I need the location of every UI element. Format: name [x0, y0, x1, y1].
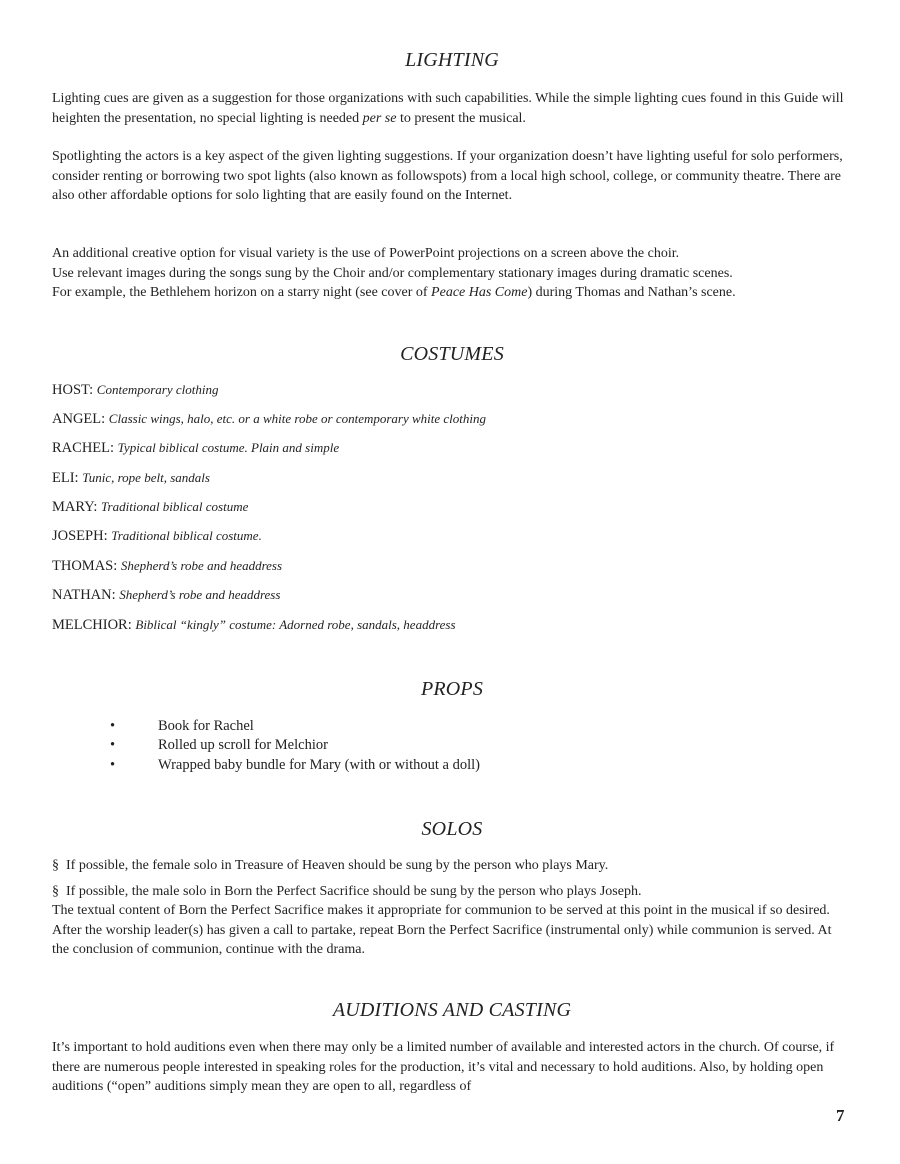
bullet-icon: •	[110, 737, 116, 753]
solos-note: The textual content of Born the Perfect Sacrifice makes it appropriate for communion to be served at this point in the musical if so desired. After the worship leader(s) has given a call to partake, repeat Born the Perfect Sacrifice (instrumental only) while communion is served. At the conclusion of communion, continue with the drama.	[52, 903, 832, 957]
solo-item: § If possible, the female solo in Treasure of Heaven should be sung by the person who plays Mary.	[52, 858, 609, 873]
bullet-icon: •	[110, 757, 116, 773]
section-mark-icon: §	[52, 858, 59, 873]
costume-item: HOST: Contemporary clothing	[52, 382, 219, 398]
costume-item: MELCHIOR: Biblical “kingly” costume: Adorned robe, sandals, headdress	[52, 617, 456, 633]
costume-item: MARY: Traditional biblical costume	[52, 499, 249, 515]
costumes-heading: COSTUMES	[400, 343, 504, 365]
auditions-heading: AUDITIONS AND CASTING	[332, 999, 572, 1021]
bullet-icon: •	[110, 718, 116, 734]
costume-item: ANGEL: Classic wings, halo, etc. or a white robe or contemporary white clothing	[52, 411, 487, 427]
lighting-paragraph-3: An additional creative option for visual variety is the use of PowerPoint projections on a screen above the choir. Use relevant images during the songs sung by the Choir and/or complementary stationary images during dramatic scenes. For example, the Bethlehem horizon on a starry night (see cover of Peace Has Come) during Thomas and Nathan’s scene.	[52, 246, 736, 300]
solos-heading: SOLOS	[421, 818, 483, 840]
costume-item: ELI: Tunic, rope belt, sandals	[52, 470, 210, 486]
page-number: 7	[836, 1106, 845, 1125]
costume-item: JOSEPH: Traditional biblical costume.	[52, 528, 262, 544]
lighting-paragraph-2: Spotlighting the actors is a key aspect of the given lighting suggestions. If your organization doesn’t have lighting useful for solo performers, consider renting or borrowing two spot lights (also known as followspots) from a local high school, college, or community theatre. There are also other affordable options for solo lighting that are easily found on the Internet.	[52, 149, 843, 203]
solo-item: § If possible, the male solo in Born the Perfect Sacrifice should be sung by the person who plays Joseph.	[52, 884, 642, 899]
costume-item: RACHEL: Typical biblical costume. Plain and simple	[52, 440, 340, 456]
lighting-heading: LIGHTING	[405, 49, 499, 71]
costume-item: NATHAN: Shepherd’s robe and headdress	[52, 587, 281, 603]
auditions-paragraph-1: It’s important to hold auditions even when there may only be a limited number of available and interested actors in the church. Of course, if there are numerous people interested in speaking roles for the production, it’s vital and necessary to hold auditions. Also, by holding open auditions (“open” auditions simply mean they are open to all, regardless of	[52, 1040, 835, 1094]
section-mark-icon: §	[52, 884, 59, 899]
costume-item: THOMAS: Shepherd’s robe and headdress	[52, 558, 283, 574]
lighting-paragraph-1: Lighting cues are given as a suggestion for those organizations with such capabilities. While the simple lighting cues found in this Guide will heighten the presentation, no special lighting is needed per se to present the musical.	[52, 91, 844, 126]
props-heading: PROPS	[420, 678, 484, 700]
document-page: LIGHTING Lighting cues are given as a suggestion for those organizations with such capabilities. While the simple lighting cues found in this Guide will heighten the presentation, no special lighting is needed per se to present the musical. Spotlighting the actors is a key aspect of the given lighting suggestions. If your organization doesn’t have lighting useful for solo performers, consider renting or borrowing two spot lights (also known as followspots) from a local high school, college, or community theatre. There are also other affordable options for solo lighting that are easily found on the Internet. An additional creative option for visual variety is the use of PowerPoint projections on a screen above the choir. Use relevant images during the songs sung by the Choir and/or complementary stationary images during dramatic scenes. For example, the Bethlehem horizon on a starry night (see cover of Peace Has Come) during Thomas and Nathan’s scene. COSTUMES HOST: Contemporary clothing ANGEL: Classic wings, halo, etc. or a white robe or contemporary white clothing RACHEL: Typical biblical costume. Plain and simple ELI: Tunic, rope belt, sandals MARY: Traditional biblical costume JOSEPH: Traditional biblical costume. THOMAS: Shepherd’s robe and headdress NATHAN: Shepherd’s robe and headdress MELCHIOR: Biblical “kingly” costume: Adorned robe, sandals, headdress PROPS • Book for Rachel • Rolled up scroll for Melchior • Wrapped baby bundle for Mary (with or without a doll) SOLOS § If possible, the female solo in Treasure of Heaven should be sung by the person who plays Mary. § If possible, the male solo in Born the Perfect Sacrifice should be sung by the person who plays Joseph. The textual content of Born the Perfect Sacrifice makes it appropriate for communion to be served at this point in the musical if so desired. After the worship leader(s) has given a call to partake, repeat Born the Perfect Sacrifice (instrumental only) while communion is served. At the conclusion of communion, continue with the drama. AUDITIONS AND CASTING It’s important to hold auditions even when there may only be a limited number of available and interested actors in the church. Of course, if there are numerous people interested in speaking roles for the production, it’s vital and necessary to hold auditions. Also, by holding open auditions (“open” auditions simply mean they are open to all, regardless of	[52, 0, 852, 1164]
